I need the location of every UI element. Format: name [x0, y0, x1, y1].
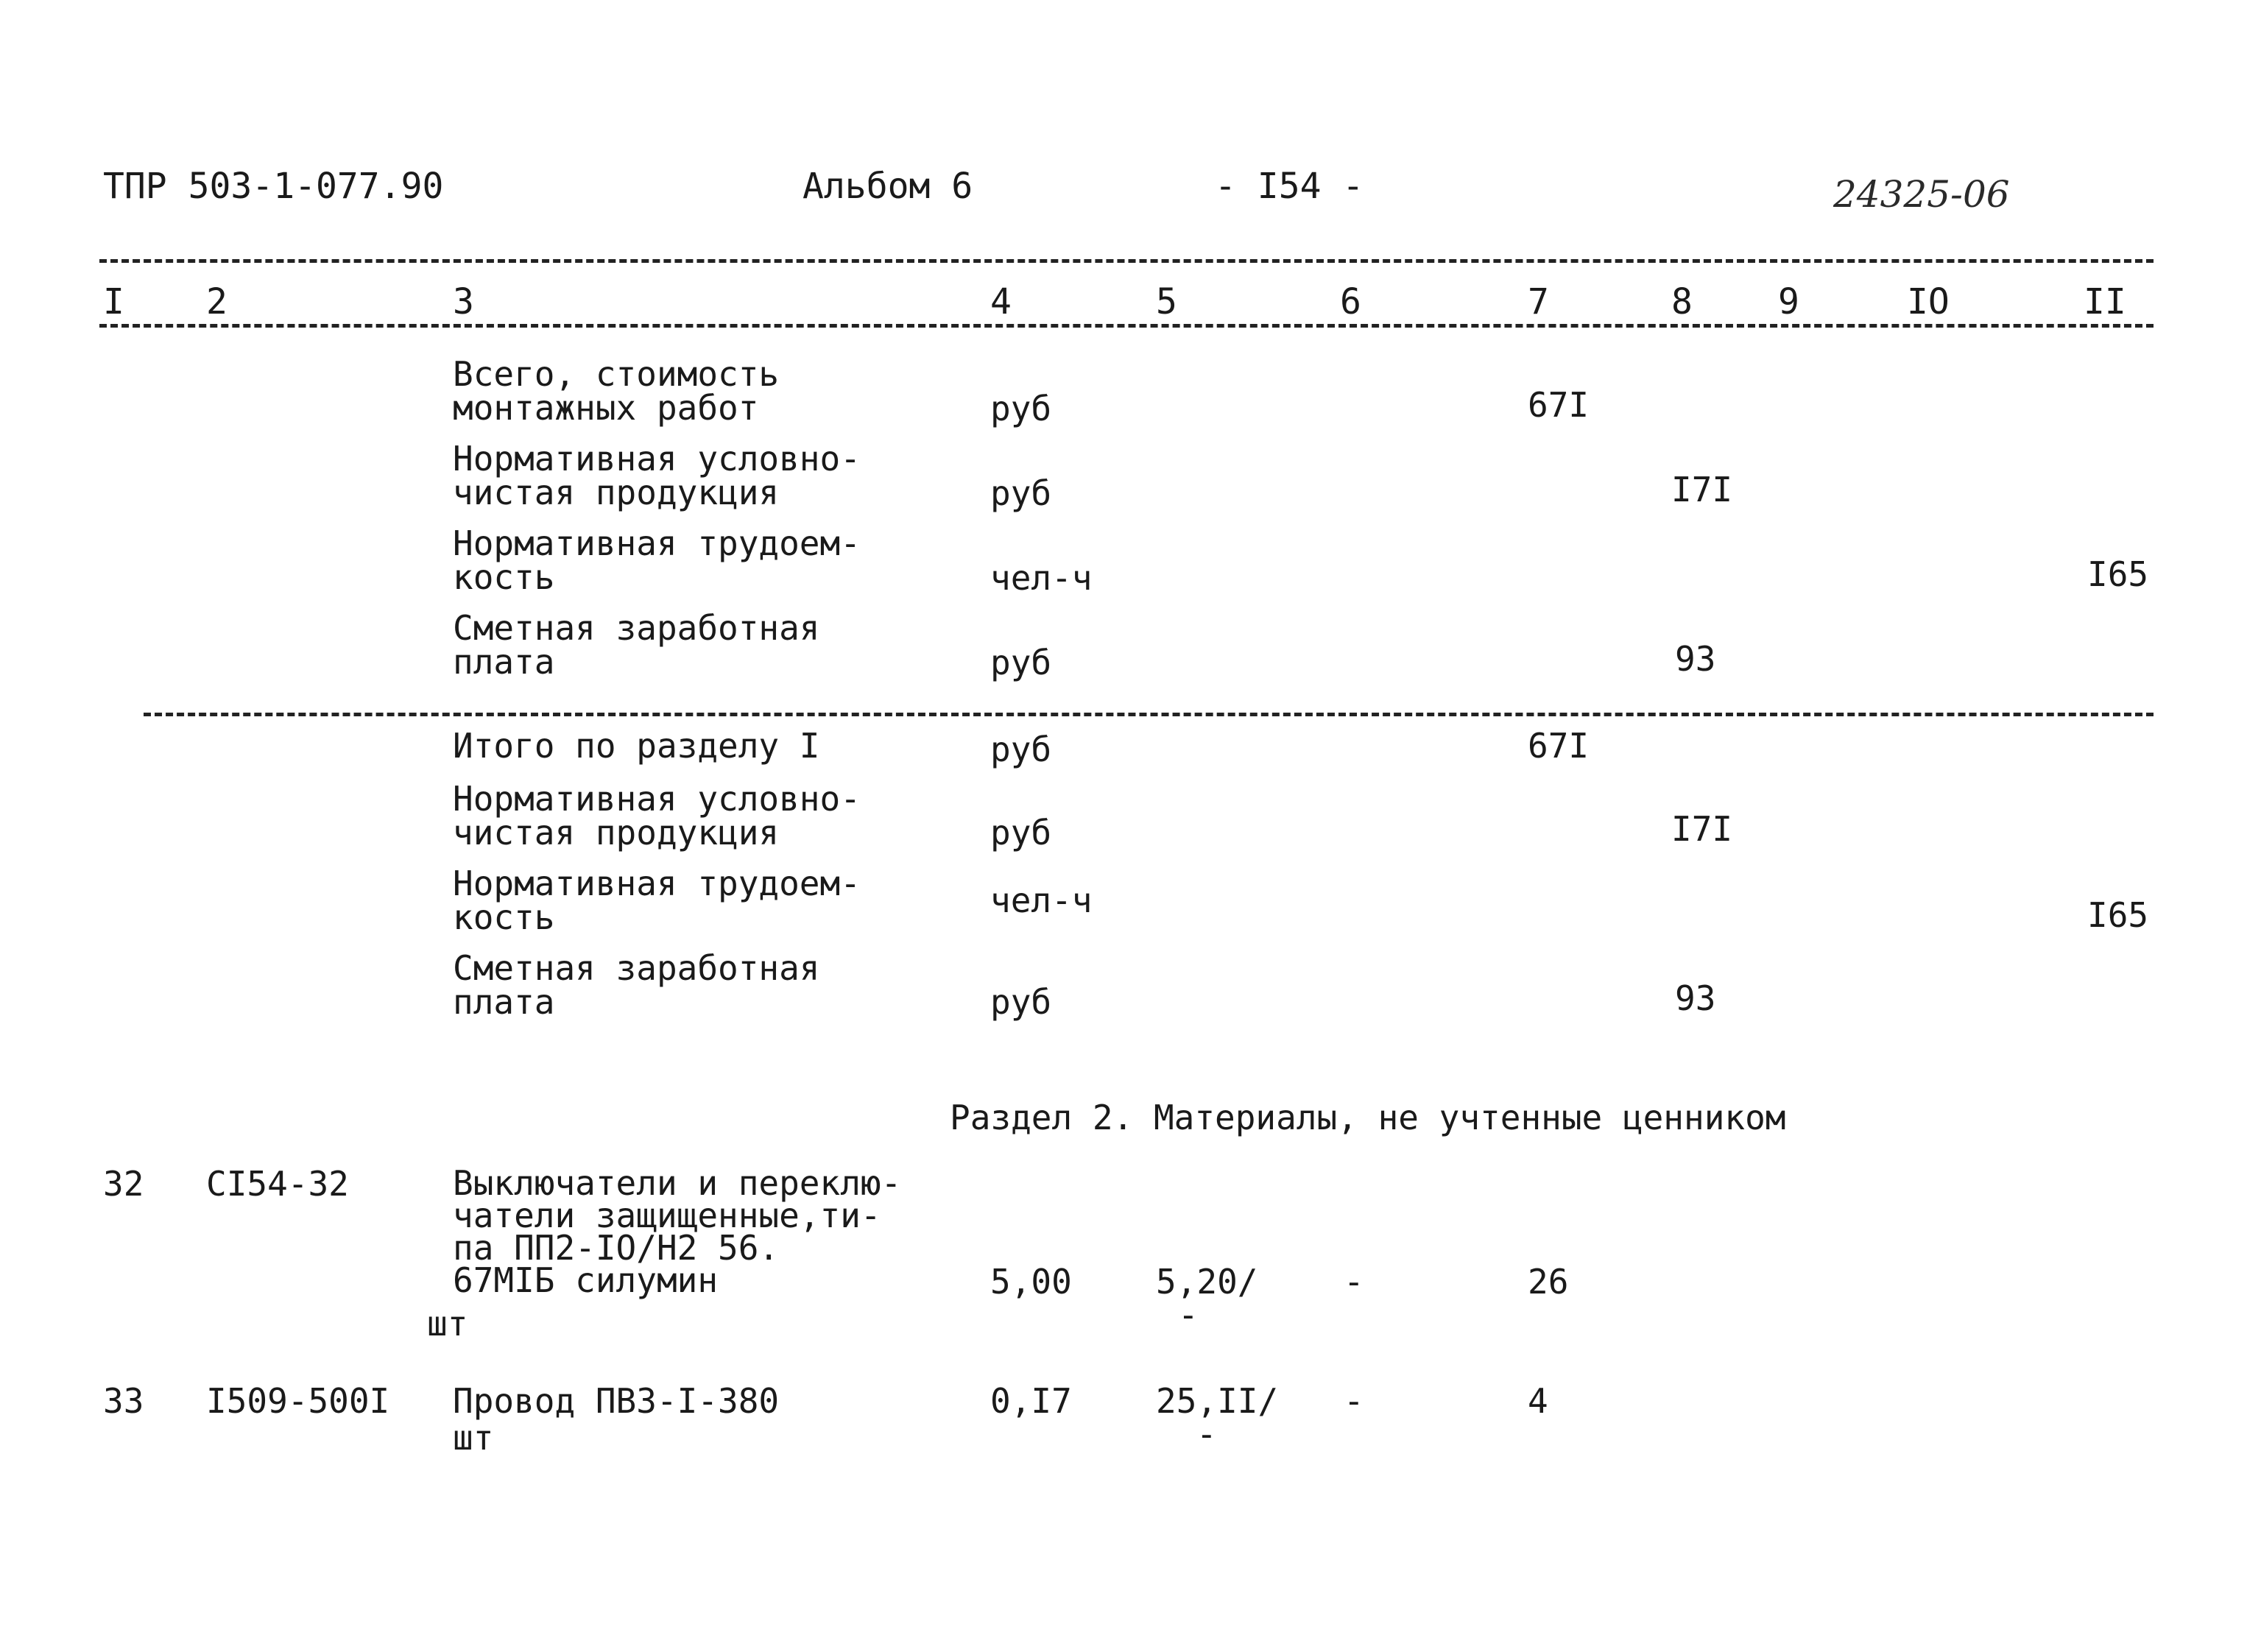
- col-num-9: 9: [1778, 281, 1799, 322]
- item-32-col6: -: [1344, 1262, 1364, 1302]
- summary-row-2-col8: I7I: [1671, 470, 1733, 509]
- summary-row-3-name: Нормативная трудоем- кость: [453, 523, 861, 597]
- item-32-price: 5,20/: [1156, 1262, 1258, 1302]
- item-32-price-sub: -: [1178, 1295, 1199, 1335]
- total-row-1-col7: 67I: [1528, 726, 1590, 766]
- inventory-number: 24325-06: [1833, 173, 2010, 216]
- col-num-6: 6: [1340, 281, 1361, 322]
- summary-row-1-col7: 67I: [1528, 385, 1590, 425]
- item-33-col7: 4: [1528, 1381, 1548, 1421]
- album-label: Альбом 6: [803, 166, 973, 207]
- total-row-3-name: Нормативная трудоем- кость: [453, 864, 861, 937]
- item-33-qty: 0,I7: [990, 1381, 1072, 1421]
- total-row-2-name: Нормативная условно- чистая продукция: [453, 779, 861, 853]
- summary-row-2-unit: руб: [990, 473, 1052, 513]
- col-num-5: 5: [1156, 281, 1177, 322]
- total-row-3-unit: чел-ч: [990, 880, 1093, 920]
- total-row-4-name: Сметная заработная плата: [453, 948, 820, 1022]
- summary-row-3-unit: чел-ч: [990, 558, 1093, 598]
- summary-row-1-name: Всего, стоимость монтажных работ: [453, 354, 780, 428]
- item-33-price: 25,II/: [1156, 1381, 1279, 1421]
- item-32-unit: шт: [427, 1304, 468, 1344]
- section-2-title: Раздел 2. Материалы, не учтенные ценником: [950, 1098, 1786, 1137]
- item-32-qty: 5,00: [990, 1262, 1072, 1302]
- item-32-name: Выключатели и переклю- чатели защищенные,ти- па ПП2-IO/H2 56. 67MIБ силумин: [453, 1163, 902, 1300]
- col-num-2: 2: [206, 281, 227, 322]
- summary-row-4-unit: руб: [990, 643, 1052, 682]
- summary-row-2-name: Нормативная условно- чистая продукция: [453, 439, 861, 512]
- total-row-3-col11: I65: [2087, 895, 2149, 935]
- item-33-code: I509-500I: [206, 1381, 390, 1421]
- item-32-number: 32: [103, 1164, 144, 1204]
- col-num-1: I: [103, 281, 124, 322]
- total-row-2-col8: I7I: [1671, 809, 1733, 849]
- item-33-price-sub: -: [1196, 1414, 1217, 1454]
- col-num-4: 4: [990, 281, 1012, 322]
- page-number: - I54 -: [1215, 166, 1364, 207]
- summary-row-3-col11: I65: [2087, 554, 2149, 594]
- col-num-7: 7: [1528, 281, 1549, 322]
- col-num-8: 8: [1671, 281, 1693, 322]
- item-32-code: CI54-32: [206, 1164, 349, 1204]
- table-top-rule: [99, 259, 2154, 263]
- total-row-1-unit: руб: [990, 730, 1052, 769]
- item-32-col7: 26: [1528, 1262, 1569, 1302]
- col-num-3: 3: [453, 281, 474, 322]
- summary-row-4-name: Сметная заработная плата: [453, 608, 820, 682]
- item-33-number: 33: [103, 1381, 144, 1421]
- summary-row-1-unit: руб: [990, 389, 1052, 428]
- section-total-rule: [144, 713, 2154, 716]
- total-row-2-unit: руб: [990, 813, 1052, 853]
- total-row-4-col8: 93: [1675, 978, 1716, 1018]
- col-num-11: II: [2084, 281, 2126, 322]
- summary-row-4-col8: 93: [1675, 639, 1716, 679]
- table-header-rule: [99, 324, 2154, 328]
- item-33-col6: -: [1344, 1381, 1364, 1421]
- item-33-name: Провод ПВЗ-I-380: [453, 1381, 780, 1421]
- document-code: ТПР 503-1-077.90: [103, 166, 444, 207]
- item-33-unit: шт: [453, 1418, 494, 1458]
- total-row-4-unit: руб: [990, 982, 1052, 1022]
- col-num-10: IO: [1907, 281, 1950, 322]
- total-row-1-name: Итого по разделу I: [453, 726, 820, 766]
